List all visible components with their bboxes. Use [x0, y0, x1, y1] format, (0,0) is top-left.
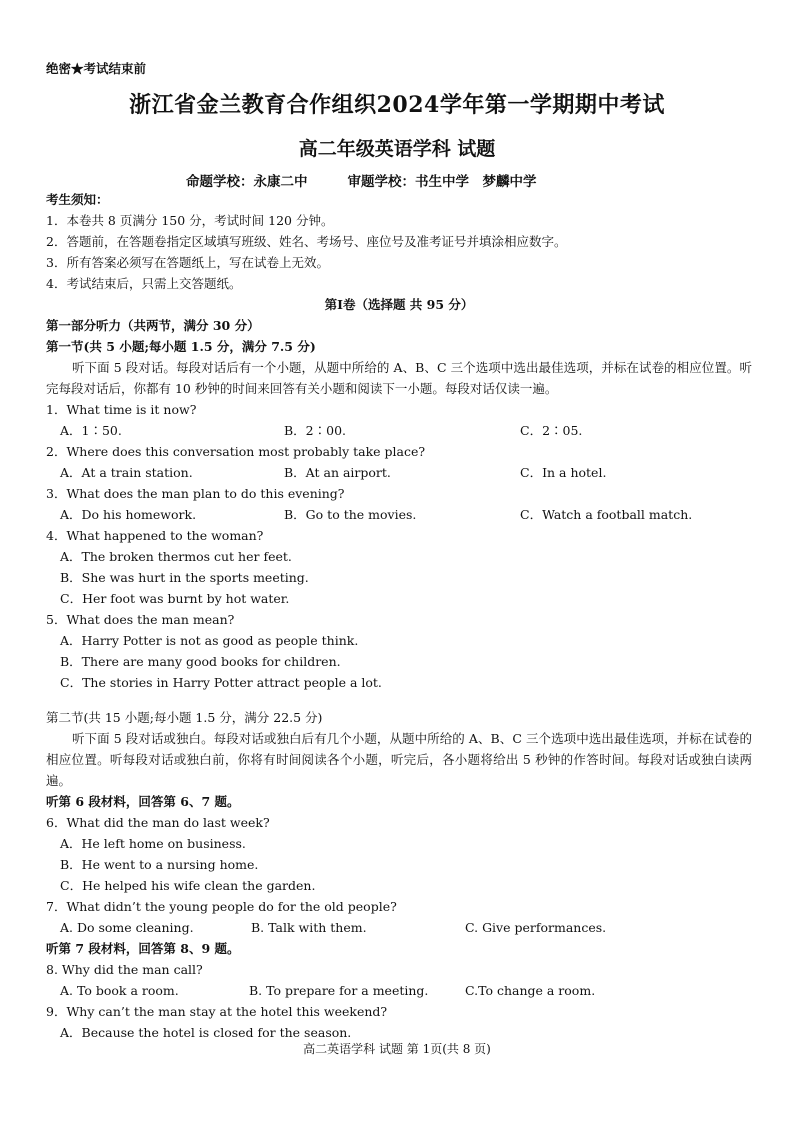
notice-heading: 考生须知：: [46, 192, 109, 207]
section-spacer: [46, 693, 752, 707]
question-stem: 3．What does the man plan to do this evening?: [46, 486, 345, 501]
material-heading: 听第 6 段材料，回答第 6、7 题。: [46, 794, 240, 809]
section2-instructions: 听下面 5 段对话或独白。每段对话或独白后有几个小题，从题中所给的 A、B、C 三个选项中选出最佳选项，并标在试卷的相应位置。听每段对话或独白前，你将有时间阅读各个小题，听完后，各小题将给出 5 秒钟的作答时间。每段对话或独白读两遍。: [46, 731, 752, 788]
option-a: A．Do his homework.: [60, 507, 197, 522]
question-options-row: [46, 462, 752, 483]
volume-title: 第Ⅰ卷（选择题 共 95 分）: [324, 297, 474, 312]
confidential-label: 绝密★考试结束前: [46, 61, 147, 76]
question-stem: 4．What happened to the woman?: [46, 528, 264, 543]
option-c: C.To change a room.: [465, 983, 596, 998]
option-a: A．Harry Potter is not as good as people think.: [60, 633, 359, 648]
question-options-row: [46, 420, 752, 441]
question-options-row: [46, 917, 752, 938]
section1-title: 第一节(共 5 小题;每小题 1.5 分，满分 7.5 分): [46, 339, 316, 354]
option-b: B．He went to a nursing home.: [60, 857, 259, 872]
option-b: B．Go to the movies.: [284, 507, 417, 522]
exam-body: [46, 189, 752, 1043]
option-a: A．The broken thermos cut her feet.: [60, 549, 292, 564]
notice-item: 2．答题前，在答题卷指定区域填写班级、姓名、考场号、座位号及准考证号并填涂相应数字。: [46, 234, 567, 249]
option-c: C．Watch a football match.: [520, 507, 693, 522]
option-b: B. Talk with them.: [251, 920, 367, 935]
review-school: 审题学校：书生中学 梦麟中学: [347, 174, 537, 190]
notice-item: 4．考试结束后，只需上交答题纸。: [46, 276, 242, 291]
exam-title: 浙江省金兰教育合作组织2024学年第一学期期中考试: [129, 92, 665, 118]
option-b: B．2∶00.: [284, 423, 347, 438]
section2-title: 第二节(共 15 小题;每小题 1.5 分，满分 22.5 分): [46, 710, 323, 725]
option-c: C．In a hotel.: [520, 465, 607, 480]
option-a: A. Do some cleaning.: [60, 920, 194, 935]
option-b: B．There are many good books for children.: [60, 654, 341, 669]
option-a: A．Because the hotel is closed for the season.: [60, 1025, 352, 1040]
option-c: C．He helped his wife clean the garden.: [60, 878, 316, 893]
question-stem: 1．What time is it now?: [46, 402, 197, 417]
option-c: C．The stories in Harry Potter attract people a lot.: [60, 675, 382, 690]
page-footer: 高二英语学科 试题 第 1页(共 8 页): [303, 1042, 491, 1056]
notice-item: 1．本卷共 8 页满分 150 分，考试时间 120 分钟。: [46, 213, 334, 228]
option-b: B. To prepare for a meeting.: [249, 983, 429, 998]
question-stem: 6．What did the man do last week?: [46, 815, 270, 830]
option-a: A．He left home on business.: [60, 836, 246, 851]
exam-subtitle: 高二年级英语学科 试题: [298, 138, 496, 160]
notice-item: 3．所有答案必须写在答题纸上，写在试卷上无效。: [46, 255, 329, 270]
question-stem: 7．What didn’t the young people do for the old people?: [46, 899, 397, 914]
question-stem: 9．Why can’t the man stay at the hotel this weekend?: [46, 1004, 388, 1019]
question-stem: 5．What does the man mean?: [46, 612, 235, 627]
part1-title: 第一部分听力（共两节，满分 30 分）: [46, 318, 260, 333]
option-b: B．She was hurt in the sports meeting.: [60, 570, 309, 585]
section1-instructions: 听下面 5 段对话。每段对话后有一个小题，从题中所给的 A、B、C 三个选项中选出最佳选项，并标在试卷的相应位置。听完每段对话后，你都有 10 秒钟的时间来回答有关小题和阅读下一小题。每段对话仅读一遍。: [46, 360, 752, 396]
option-a: A．1∶50.: [60, 423, 122, 438]
option-a: A. To book a room.: [60, 983, 179, 998]
option-c: C. Give performances.: [465, 920, 607, 935]
author-school: 命题学校：永康二中: [186, 174, 308, 190]
option-c: C．2∶05.: [520, 423, 583, 438]
option-c: C．Her foot was burnt by hot water.: [60, 591, 290, 606]
option-a: A．At a train station.: [60, 465, 193, 480]
question-options-row: [46, 980, 752, 1001]
question-options-row: [46, 504, 752, 525]
option-b: B．At an airport.: [284, 465, 391, 480]
question-stem: 8. Why did the man call?: [46, 962, 203, 977]
material-heading: 听第 7 段材料，回答第 8、9 题。: [46, 941, 240, 956]
question-stem: 2．Where does this conversation most probably take place?: [46, 444, 426, 459]
school-info: [186, 170, 537, 190]
